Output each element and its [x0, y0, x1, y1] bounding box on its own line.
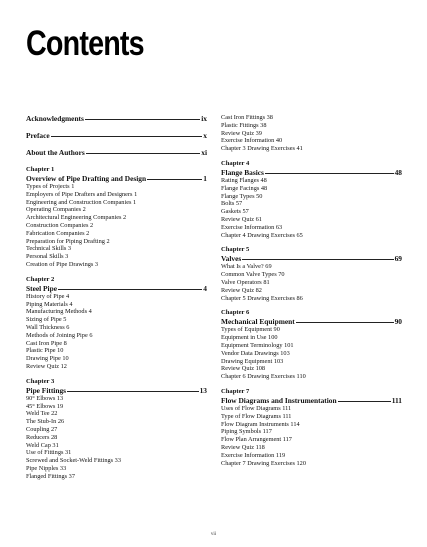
toc-entry[interactable]: Review Quiz 118	[221, 443, 265, 451]
chapter-title: Flow Diagrams and Instrumentation	[221, 395, 337, 405]
toc-entry[interactable]: Vendor Data Drawings 103	[221, 349, 290, 357]
leader-line	[242, 259, 393, 260]
toc-entry[interactable]: Technical Skills 3	[26, 245, 72, 253]
toc-entry[interactable]: Piping Symbols 117	[221, 428, 272, 436]
front-label: Preface	[26, 131, 50, 140]
toc-entry[interactable]: Flanged Fittings 37	[26, 472, 75, 480]
toc-entry[interactable]: What Is a Valve? 69	[221, 263, 272, 271]
toc-entry[interactable]: Creation of Pipe Drawings 3	[26, 260, 99, 268]
toc-entry[interactable]: Exercise Information 63	[221, 223, 283, 231]
toc-entry[interactable]: Uses of Flow Diagrams 111	[221, 404, 292, 412]
toc-chapter-5	[221, 246, 402, 302]
toc-entry[interactable]: Rating Flanges 48	[221, 176, 267, 184]
chapter-title: Flange Basics	[221, 167, 264, 177]
chapter-title: Mechanical Equipment	[221, 317, 295, 327]
toc-chapter-6	[221, 309, 402, 381]
front-label: About the Authors	[26, 148, 85, 157]
chapter-heading[interactable]	[221, 254, 402, 263]
toc-entry[interactable]: Bolts 57	[221, 200, 243, 208]
chapter-title: Overview of Pipe Drafting and Design	[26, 174, 147, 183]
chapter-heading[interactable]	[26, 284, 207, 293]
toc-entry[interactable]: Exercise Information 119	[221, 451, 286, 459]
leader-line	[147, 179, 202, 180]
leader-line	[86, 153, 201, 154]
toc-entry[interactable]: Screwed and Socket-Weld Fittings 33	[26, 457, 121, 465]
toc-entry[interactable]: Architectural Engineering Companies 2	[26, 214, 127, 222]
toc-entry[interactable]: Sizing of Pipe 5	[26, 316, 67, 324]
toc-entry[interactable]: Type of Flow Diagrams 111	[221, 412, 292, 420]
toc-entry[interactable]: Chapter 3 Drawing Exercises 41	[221, 145, 303, 153]
toc-entry[interactable]: Chapter 4 Drawing Exercises 65	[221, 231, 303, 239]
toc-entry[interactable]: Valve Operators 81	[221, 278, 270, 286]
toc-entry[interactable]: Methods of Joining Pipe 6	[26, 331, 93, 339]
toc-entry[interactable]: Manufacturing Methods 4	[26, 308, 92, 316]
toc-chapter-3	[26, 378, 207, 481]
chapter-page: 90	[394, 317, 402, 327]
chapter-heading[interactable]	[26, 174, 207, 183]
toc-entry[interactable]: Types of Projects 1	[26, 183, 75, 190]
chapter-label: Chapter 4	[221, 159, 250, 167]
toc-entry[interactable]: History of Pipe 4	[26, 292, 70, 300]
leader-line	[85, 119, 200, 120]
toc-entry[interactable]: Types of Equipment 90	[221, 326, 280, 334]
toc-entry[interactable]: Common Valve Types 70	[221, 271, 285, 279]
chapter-page: 4	[203, 283, 207, 293]
toc-chapter-2	[26, 276, 207, 371]
leader-line	[58, 289, 202, 290]
toc-entry[interactable]: Chapter 5 Drawing Exercises 86	[221, 294, 303, 302]
toc-entry[interactable]: Cast Iron Fittings 38	[221, 114, 273, 121]
toc-right-column	[221, 114, 402, 474]
leader-line	[265, 173, 394, 174]
toc-entry[interactable]: Review Quiz 108	[221, 365, 266, 373]
toc-front-acknowledgments[interactable]	[26, 114, 207, 123]
toc-entry[interactable]: 90° Elbows 13	[26, 394, 64, 402]
toc-chapter-7	[221, 388, 402, 467]
toc-entry[interactable]: 45° Elbows 19	[26, 402, 64, 410]
toc-entry[interactable]: Exercise Information 40	[221, 137, 283, 145]
toc-entry[interactable]: Review Quiz 82	[221, 286, 262, 294]
toc-entry[interactable]: Chapter 6 Drawing Exercises 110	[221, 373, 306, 381]
toc-entry[interactable]: Reducers 28	[26, 433, 58, 441]
toc-entry[interactable]: Employers of Pipe Drafters and Designers 1	[26, 190, 138, 198]
chapter-label: Chapter 5	[221, 246, 250, 254]
chapter-page: 1	[203, 174, 207, 183]
front-page: ix	[201, 114, 207, 123]
toc-entry[interactable]: Personal Skills 3	[26, 253, 69, 261]
toc-left-column	[26, 114, 207, 488]
chapter-label: Chapter 1	[26, 166, 55, 173]
toc-entry[interactable]: Coupling 27	[26, 425, 58, 433]
toc-entry[interactable]: Weld Cap 31	[26, 441, 59, 449]
toc-entry[interactable]: Equipment in Use 100	[221, 334, 278, 342]
toc-entry[interactable]: Cast Iron Pipe 8	[26, 339, 67, 347]
front-label: Acknowledgments	[26, 114, 84, 123]
chapter-label: Chapter 6	[221, 309, 250, 317]
chapter-page: 13	[199, 385, 207, 395]
toc-chapter-1	[26, 166, 207, 269]
chapter-label: Chapter 7	[221, 387, 250, 395]
leader-line	[51, 136, 203, 137]
toc-entry[interactable]: Piping Materials 4	[26, 300, 73, 308]
toc-front-about-authors[interactable]	[26, 148, 207, 157]
chapter-label: Chapter 2	[26, 275, 55, 283]
toc-entry[interactable]: Plastic Fittings 38	[221, 121, 267, 129]
front-page: x	[203, 131, 207, 140]
chapter-heading[interactable]	[221, 317, 402, 326]
toc-entry[interactable]: The Stub-In 26	[26, 418, 65, 426]
toc-entry[interactable]: Gaskets 57	[221, 208, 249, 216]
chapter-page: 69	[394, 254, 402, 264]
toc-entry[interactable]: Fabrication Companies 2	[26, 229, 90, 237]
leader-line	[338, 401, 391, 402]
toc-entry[interactable]: Equipment Terminology 101	[221, 341, 294, 349]
toc-entry[interactable]: Drawing Equipment 103	[221, 357, 284, 365]
toc-entry[interactable]: Engineering and Construction Companies 1	[26, 198, 137, 206]
toc-entry[interactable]: Flow Plan Arrangement 117	[221, 436, 292, 444]
chapter-title: Valves	[221, 254, 242, 264]
toc-entry[interactable]: Use of Fittings 31	[26, 449, 72, 457]
page-title: Contents	[26, 24, 144, 63]
toc-entry[interactable]: Review Quiz 61	[221, 215, 262, 223]
toc-entry[interactable]: Flange Facings 48	[221, 184, 268, 192]
chapter-title: Pipe Fittings	[26, 385, 67, 395]
toc-entry[interactable]: Weld Tee 22	[26, 410, 58, 418]
toc-entry[interactable]: Chapter 7 Drawing Exercises 120	[221, 459, 306, 467]
toc-entry[interactable]: Plastic Pipe 10	[26, 347, 64, 355]
front-page: xi	[201, 148, 207, 157]
toc-entry[interactable]: Drawing Pipe 10	[26, 355, 69, 363]
chapter-heading[interactable]	[221, 168, 402, 177]
chapter-heading[interactable]	[221, 396, 402, 405]
chapter-title: Steel Pipe	[26, 283, 57, 293]
toc-entry[interactable]: Review Quiz 12	[26, 362, 67, 370]
toc-chapter-3-continued	[221, 114, 402, 153]
leader-line	[296, 322, 394, 323]
chapter-page: 111	[391, 395, 402, 405]
toc-front-preface[interactable]	[26, 131, 207, 140]
toc-entry[interactable]: Operating Companies 2	[26, 206, 86, 214]
chapter-page: 48	[394, 167, 402, 177]
chapter-label: Chapter 3	[26, 377, 55, 385]
leader-line	[67, 391, 199, 392]
chapter-heading[interactable]	[26, 386, 207, 395]
page-number: vii	[210, 532, 217, 537]
toc-entry[interactable]: Flange Types 50	[221, 192, 263, 200]
toc-entry[interactable]: Construction Companies 2	[26, 221, 94, 229]
toc-entry[interactable]: Preparation for Piping Drafting 2	[26, 237, 110, 245]
toc-chapter-4	[221, 160, 402, 239]
toc-entry[interactable]: Review Quiz 39	[221, 129, 262, 137]
toc-entry[interactable]: Flow Diagram Instruments 114	[221, 420, 300, 428]
toc-entry[interactable]: Wall Thickness 6	[26, 323, 70, 331]
toc-entry[interactable]: Pipe Nipples 33	[26, 464, 67, 472]
